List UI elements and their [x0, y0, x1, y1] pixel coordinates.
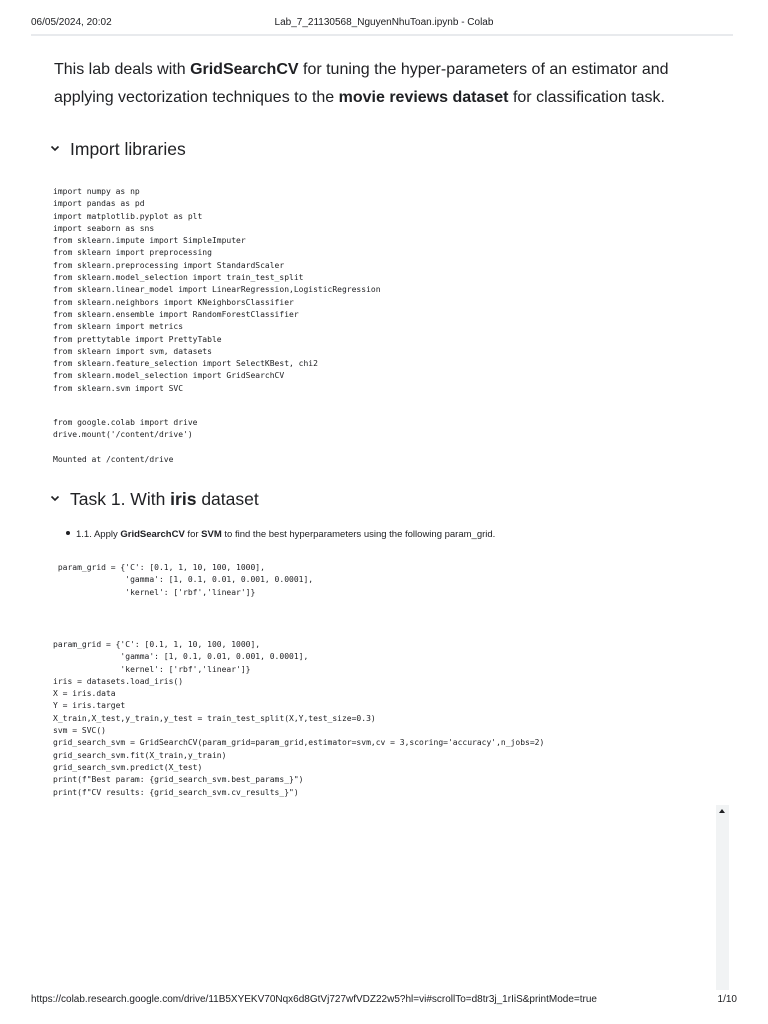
intro-bold-gridsearchcv: GridSearchCV — [190, 61, 299, 78]
bullet-bold-svm: SVM — [201, 529, 222, 540]
cell-output: Mounted at /content/drive — [53, 455, 174, 464]
print-title: Lab_7_21130568_NguyenNhuToan.ipynb - Colab — [274, 17, 494, 28]
section-title-bold: iris — [170, 489, 197, 509]
intro-bold-dataset: movie reviews dataset — [338, 89, 509, 106]
intro-part2: for tuning the hyper-parameters of an estimator and applying vectorization techniques to the — [54, 61, 669, 106]
page-number: 1/10 — [717, 994, 737, 1005]
section-title-prefix: Task 1. With — [70, 489, 171, 509]
code-cell-grid-search[interactable]: param_grid = {'C': [0.1, 1, 10, 100, 1000], 'gamma': [1, 0.1, 0.01, 0.001, 0.0001], 'kernel': ['rbf','linear']} iris = datasets.load_iris() X = iris.data Y = iris.target X_train,X_test,y_train,y_test = train_test_split(X,Y,test_size=0.3) svm = SVC() grid_search_svm = GridSearchCV(param_grid=param_grid,estimator=svm,cv = 3,scoring='accuracy',n_jobs=2) grid_search_svm.fit(X_train,y_train) grid_search_svm.predict(X_test) print(f"Best param: {grid_search_svm.best_params_}") print(f"CV results: {grid_search_svm.cv_results_}") — [53, 640, 545, 797]
output-scrollbar[interactable] — [716, 805, 729, 990]
bullet-middle: for — [184, 529, 202, 540]
markdown-code-param-grid: param_grid = {'C': [0.1, 1, 10, 100, 1000], 'gamma': [1, 0.1, 0.01, 0.001, 0.0001], 'kernel': ['rbf','linear']} — [57, 563, 314, 597]
arrow-up-icon[interactable] — [719, 809, 725, 813]
chevron-down-icon[interactable] — [50, 494, 60, 502]
code-cell-imports[interactable]: import numpy as np import pandas as pd import matplotlib.pyplot as plt import seaborn as sns from sklearn.impute import SimpleImputer from sklearn import preprocessing from sklearn.preprocessing import StandardScaler from sklearn.model_selection import train_test_split from sklearn.linear_model import LinearRegression,LogisticRegression from sklearn.neighbors import KNeighborsClassifier from sklearn.ensemble import RandomForestClassifier from sklearn import metrics from prettytable import PrettyTable from sklearn import svm, datasets from sklearn.feature_selection import SelectKBest, chi2 from sklearn.model_selection import GridSearchCV from sklearn.svm import SVC — [53, 187, 381, 393]
print-date: 06/05/2024, 20:02 — [31, 17, 112, 28]
section-title-suffix: dataset — [196, 489, 259, 509]
print-footer — [31, 994, 737, 1008]
section-title: Import libraries — [70, 139, 186, 159]
intro-text — [54, 56, 704, 112]
intro-part1: This lab deals with — [54, 61, 191, 78]
bullet-dot — [66, 531, 70, 535]
task-bullet-1-1 — [66, 529, 495, 540]
chevron-down-icon[interactable] — [50, 144, 60, 152]
bullet-prefix: 1.1. Apply — [76, 529, 121, 540]
bullet-bold-gridsearchcv: GridSearchCV — [120, 529, 185, 540]
section-import-libraries[interactable] — [50, 139, 186, 161]
section-task-1[interactable] — [50, 489, 259, 511]
header-divider — [31, 34, 733, 36]
print-header — [31, 17, 737, 31]
code-cell-drive-mount[interactable]: from google.colab import drive drive.mount('/content/drive') — [53, 418, 198, 440]
page-url: https://colab.research.google.com/drive/11B5XYEKV70Nqx6d8GtVj727wfVDZ22w5?hl=vi#scrollTo=d8tr3j_1rIiS&printMode=true — [31, 994, 597, 1005]
bullet-suffix: to find the best hyperparameters using the following param_grid. — [221, 529, 496, 540]
intro-part3: for classification task. — [508, 89, 665, 106]
